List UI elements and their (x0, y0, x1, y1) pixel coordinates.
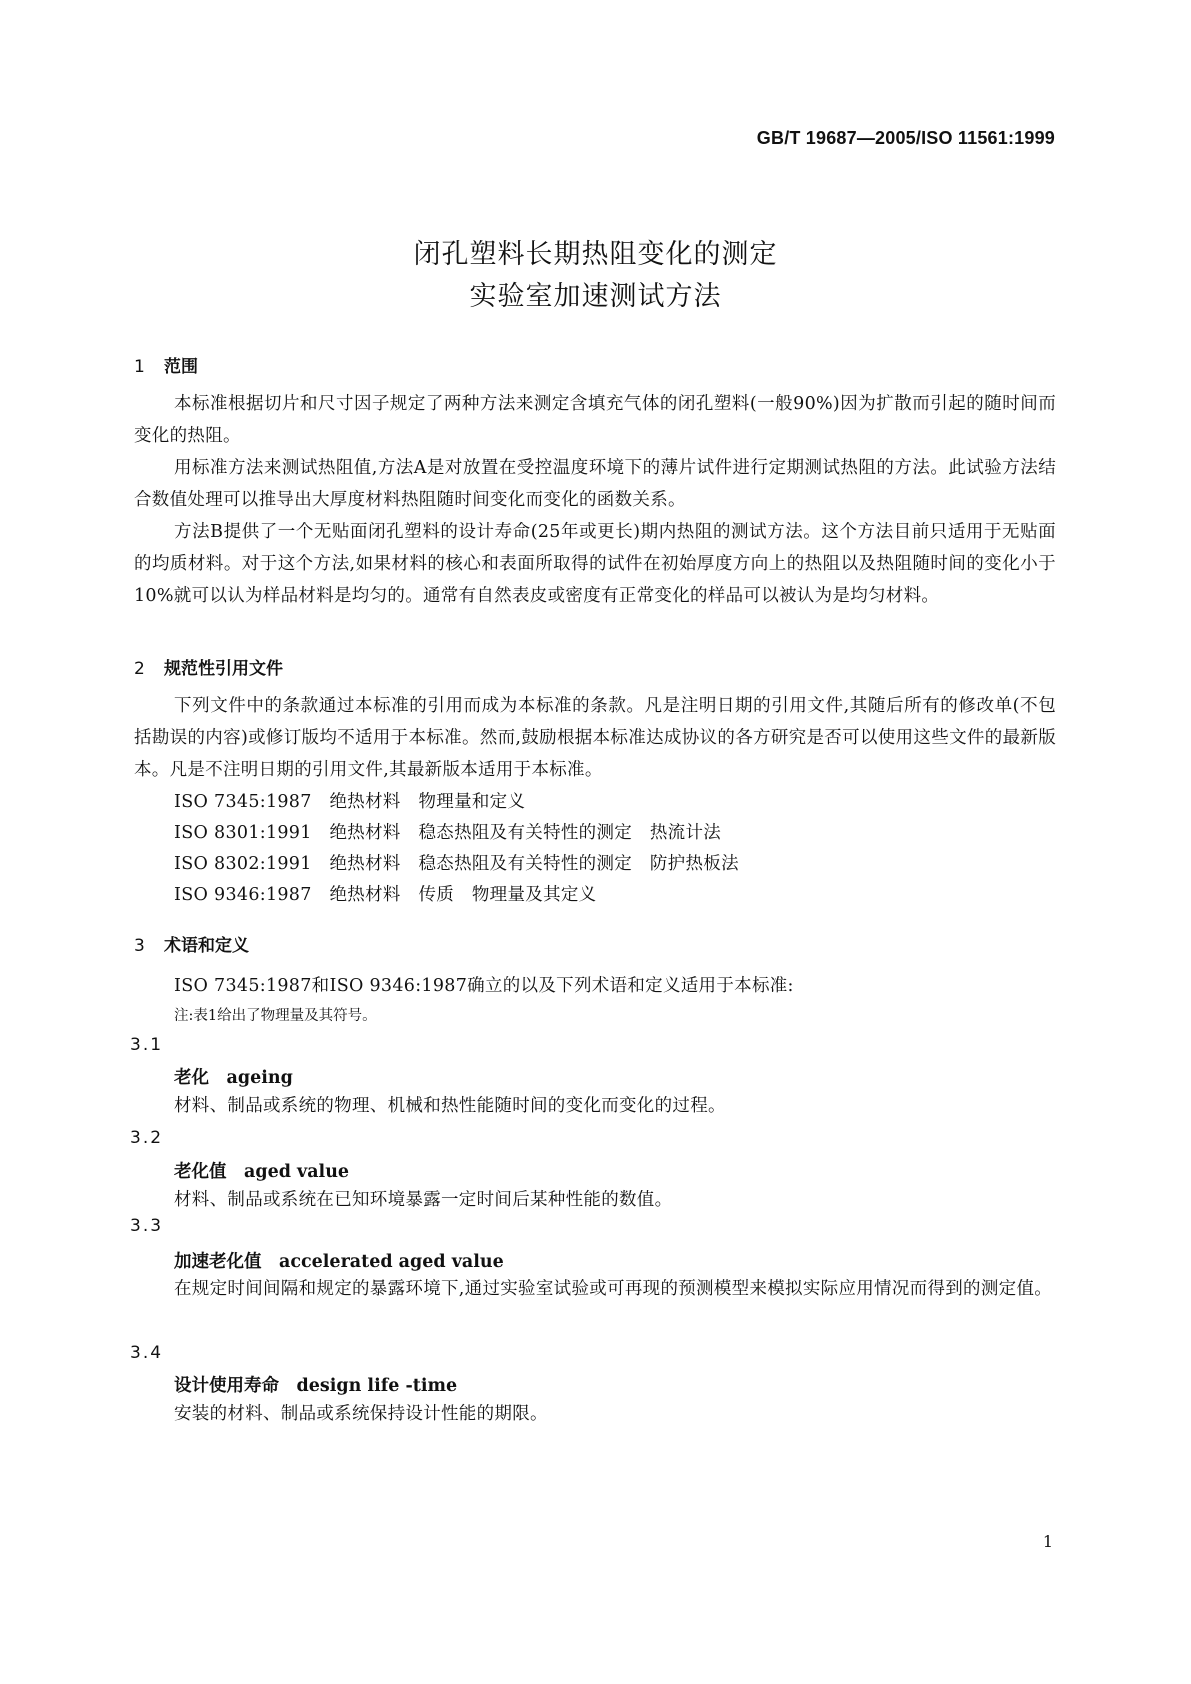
term-heading: 加速老化值 accelerated aged value (174, 1252, 504, 1272)
section-title: 术语和定义 (164, 936, 249, 956)
term-definition: 在规定时间间隔和规定的暴露环境下,通过实验室试验或可再现的预测模型来模拟实际应用情况而得到的测定值。 (174, 1279, 1053, 1299)
section-2-heading (134, 654, 283, 679)
term-heading: 老化 ageing (174, 1068, 293, 1088)
term-definition: 材料、制品或系统在已知环境暴露一定时间后某种性能的数值。 (174, 1190, 673, 1210)
document-title-line-1: 闭孔塑料长期热阻变化的测定 (413, 239, 778, 270)
section-title: 规范性引用文件 (164, 659, 283, 679)
section-number: 2 (134, 659, 145, 679)
normative-reference-item: ISO 8301:1991 绝热材料 稳态热阻及有关特性的测定 热流计法 (174, 823, 722, 843)
section-2-paragraph-1: 下列文件中的条款通过本标准的引用而成为本标准的条款。凡是注明日期的引用文件,其随后所有的修改单(不包括勘误的内容)或修订版均不适用于本标准。然而,鼓励根据本标准达成协议的各方研究是否可以使用这些文件的最新版本。凡是不注明日期的引用文件,其最新版本适用于本标准。 (134, 696, 1056, 780)
term-number: 3.3 (130, 1216, 164, 1236)
term-heading: 老化值 aged value (174, 1162, 350, 1182)
section-1-paragraph-2: 用标准方法来测试热阻值,方法A是对放置在受控温度环境下的薄片试件进行定期测试热阻的方法。此试验方法结合数值处理可以推导出大厚度材料热阻随时间变化而变化的函数关系。 (134, 458, 1056, 510)
term-heading: 设计使用寿命 design life -time (174, 1376, 458, 1396)
section-number: 1 (134, 357, 145, 377)
section-title: 范围 (164, 357, 198, 377)
term-number: 3.1 (130, 1035, 164, 1055)
term-definition: 安装的材料、制品或系统保持设计性能的期限。 (174, 1404, 548, 1424)
page-number: 1 (1042, 1532, 1053, 1551)
section-3-intro: ISO 7345:1987和ISO 9346:1987确立的以及下列术语和定义适用于本标准: (174, 976, 794, 996)
section-number: 3 (134, 936, 145, 956)
standard-code: GB/T 19687—2005/ISO 11561:1999 (756, 128, 1055, 148)
normative-reference-item: ISO 8302:1991 绝热材料 稳态热阻及有关特性的测定 防护热板法 (174, 854, 739, 874)
normative-reference-item: ISO 7345:1987 绝热材料 物理量和定义 (174, 792, 526, 812)
normative-reference-item: ISO 9346:1987 绝热材料 传质 物理量及其定义 (174, 885, 597, 905)
section-1-heading (134, 352, 198, 377)
section-1-paragraph-3: 方法B提供了一个无贴面闭孔塑料的设计寿命(25年或更长)期内热阻的测试方法。这个方法目前只适用于无贴面的均质材料。对于这个方法,如果材料的核心和表面所取得的试件在初始厚度方向上的热阻以及热阻随时间的变化小于10%就可以认为样品材料是均匀的。通常有自然表皮或密度有正常变化的样品可以被认为是均匀材料。 (134, 522, 1056, 606)
term-definition: 材料、制品或系统的物理、机械和热性能随时间的变化而变化的过程。 (174, 1096, 726, 1116)
term-number: 3.2 (130, 1128, 164, 1148)
section-3-heading (134, 931, 249, 956)
term-number: 3.4 (130, 1343, 164, 1363)
section-3-note: 注:表1给出了物理量及其符号。 (174, 1008, 377, 1024)
section-1-paragraph-1: 本标准根据切片和尺寸因子规定了两种方法来测定含填充气体的闭孔塑料(一般90%)因为扩散而引起的随时间而变化的热阻。 (134, 394, 1056, 446)
document-title-line-2: 实验室加速测试方法 (469, 281, 722, 312)
